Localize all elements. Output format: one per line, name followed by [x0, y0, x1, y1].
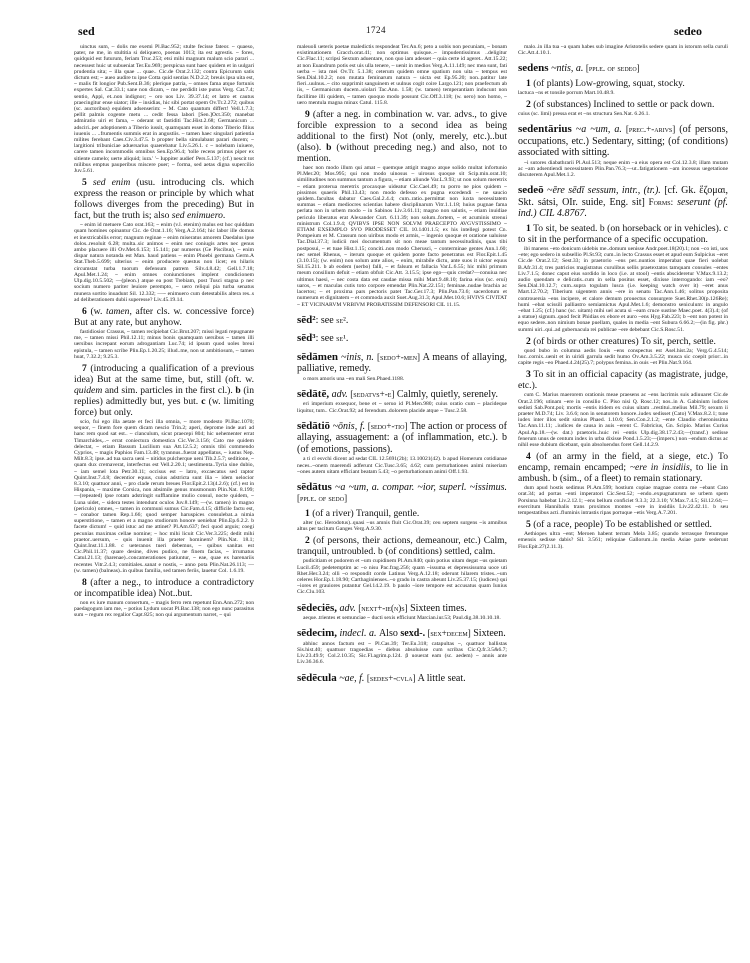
entry-sedeo [518, 185, 728, 549]
headword: sēdātus [297, 480, 332, 493]
sense-number: 6 [82, 305, 87, 317]
sense-number: 3 [526, 369, 531, 381]
sense-number: 2 [305, 535, 310, 547]
citations: dum apud hostis sedimus Pl.Am.599; hostium copiae magnae contra me ~ebant Cato orat.34; ad portas ~enti imperatori Cic.Sest.52; ~endo..expugnaturum se urbem spem Porsinna habebat Liv.2.12.1; ~ens bellum conficiet 9.3.3; 22.3.10; V.Max.7.4.5; Sil.12.64;—exercitum Hannibalis trans proximos montes ~ere in insidiis Liv.22.42.11. b seu tempestatibus acti..fluminis intrastis ripas portuque ~etis Verg.A.7.201. [518, 485, 728, 517]
sense-definition: (of a river) Tranquil, gentle. [309, 507, 420, 519]
sense-definition: To sit in an official capacity (as magistrate, judge, etc.). [518, 369, 728, 392]
sense-definition: (after a neg. in combination w. var. advs., to give forcible expression to a second idea as being additional to the first) Not (only, merely, etc.)..but (also). [297, 109, 507, 154]
right-guide-word: sedeo [674, 24, 702, 38]
entry-sed3 [297, 333, 507, 345]
headword: sēd³ [297, 332, 316, 345]
forms: seserunt (pf. ind.) CIL 4.8767. [518, 196, 728, 220]
citations: non ex iure manum consertum, ~ magis ferro rem repetunt Enn.Ann.272; non paedagogum iam me, ~ potius Lydum uocat Pl.Bac.138; non ego nunc parasitus sum ~ regum rex regalior Capt.825; non qui argumentum narret, ~ qui [74, 600, 254, 619]
also-label: Also [378, 628, 401, 640]
sense-number: 5 [82, 177, 87, 189]
sense-1 [518, 223, 728, 245]
citations: a ti cl esvchi dicent ad sedat CIL 12.5691(2b); 13.10021(42). b apud Homerum cotidianae neces..~onem maerendi adferunt Cic.Tusc.3.65; 4.62; cum perturbationes animi miseriam ~ones autem uitam efficiant beatam 5.43; ~o perturbationum animi Off.1.93. [297, 456, 507, 475]
sense-2 [297, 535, 507, 557]
etymology: [pple. of sedo] [297, 493, 348, 504]
definition: Calmly, quietly, serenely. [394, 388, 498, 400]
etymology: [sedo+-men] [376, 351, 421, 362]
definition: Sixteen. [470, 628, 506, 640]
entry-sedatio [297, 421, 507, 475]
sense-number: 5 [526, 519, 531, 531]
sense-number: 8 [82, 577, 87, 588]
left-guide-word: sed [78, 24, 95, 38]
grammar-info: indecl. a. [337, 628, 379, 640]
sense-1 [297, 508, 507, 519]
citations: maleuoli ueteris poetae maledictis respondeat Ter.An.6; peto a uobis non pecuniam, ~ bonam existimationem Gracch.orat.41; non optimus quisque..~ impudentissimus ..deligitur Cic.Flac.11; scripsi Sextum aduentare, non quo iam adesset ~ quia certe id ageret.. Att.15.22; at non Euandrum potis est uis ulla tenere, ~ uenit in medios Verg.A.11.149; nec mea sunt, fati uerba ~ ista mei Ov.Tr. 5.1.38; ceterum quidem omne spatium non uita ~ tempus est Sen.Dial.10.2.2; non mutata feminarum natura ~ uicta est Ep.95.20; non..patitur late fieri..uulnus..~ cito supprimit sanguinem et uulnus cogit coire Largo.121; non praefectum ab iis, ~ Germanicum ducem..uiolari Tac.Ann. 1.58; (w. tamen) temperantiam inducunt non facillime illi quidem, ~ tamen quoquo modo possunt Cic.Off.3.118; (w. uero) non homo, ~ uero mentula magna minax Catul. 115.8. [297, 44, 507, 106]
sense-4 [518, 451, 728, 484]
sense-number: 1 [526, 77, 531, 89]
headword: sēdeciēs, [297, 601, 338, 614]
sense-definition: (of a race, people) To be established or settled. [530, 519, 712, 531]
entry-sed2 [297, 315, 507, 327]
page-number: 1724 [366, 25, 386, 35]
citations: cum C. Marius maerorem orationis meae praesens ac ~ens lacrimis suis adiuuaret Cic.de Orat.2.196; utinam ~ere in consilio C. Piso nisi Q. Rosc.12; nos..in A. Gabinium iudices sedisti Sab.Pont.poi; mortis ~entis itidem ex cuius uitam ..restitui..melius Mil.79; sexum ii praeter M.D.74; Liv. 3.6.6; non in senatorem honore..iudex sedisset (Cato) V.Max.8.2.1; tune iudex inter illos sedit simius Phaed. 1.10.6; Sen.Con.2.1.2; ~ente Claudio cheronissima Tac.Ann.11.11; ..iudices de causa in auis ~erent C. Fabricius, Gn. Scipio. Marius Curius Apul.Ap.18.—(w. dat.) praetoris..huic rei ~entis Ulp.dig.38.17.2.43;—(transf.) sedisse fenerum unus de centum index in urba dixisse Pond.1.5.23;—(impers.) non ~endum dictus ac nihil esse dubium dicebant, quin absoluendus foret Gell.14.2.9. [518, 392, 728, 448]
etymology: [sedatvs+-e] [350, 388, 395, 399]
entry-sedate [297, 389, 507, 414]
entry-sedecim [297, 628, 507, 665]
definition: A little seat. [415, 672, 466, 684]
sense-definition: (of substances) Inclined to settle or pack down. [530, 99, 715, 111]
running-header [0, 24, 750, 40]
citations: ~ enim id metuere Cato orat.163; ~ enim (v.l. etenim) malus est hoc quiddam quam homines opinantur Cic. de Orat.1.16; Verg.A.2.164; hic labor ille domus et inextricabilis error; magnum reginae ~ enim miseratus amorem Daedalus ipse dolos..resoluit 6.28; multa..sic animos ~ enim nec coniugis artes nec genus ambo placuere illi Ov.Met.6.153; 15.141; par numerus (Ge Piscibus), ~ enim dispar natura notanda est Man. haud patiens ~ enim Phoebi germana Germ.A Stat.Theb.5.699; ulterius ~ enim producere questus non licet; en hilaris circumstat turba tuorum defensum patrem Silv.4.8.42; Gell.1.7.18; Apul.Met.1.24; ~ enim omnes coniunctiones implent condicionem Ulp.dig.10.5.502; —(pleon.) atque ea post Trebiam, post Tusci stagna p nec socium numero pariter leuiore perempto, ~ uero reliqui pia turba senatus munera sortito inuadunt Sil. 12.332; —~ enimuero cum detestabilis altera res..s ad deliberationem dubii superesse? Liv.45.19.14. [74, 222, 254, 303]
etymology: [prec.+-arivs] [625, 124, 676, 135]
entry-sedatus [297, 482, 507, 596]
column-2 [297, 44, 507, 954]
punct: . [222, 210, 226, 222]
citations: ~i sutores diabathrarii Pl.Aul.513; neque enim ~a eius opera est Col.12.3.8; illam mutam ac ~am adsentiendi necessitatem Plin.Pan.76.3;—ut..fatigationem ~am incessus uegetatione discuterem Apul.Met.1.2. [518, 159, 728, 179]
sense-definition: (after a neg., to introduce a contradictory or incompatible idea) Not..but. [74, 577, 254, 599]
grammar-info: ~ntis, a. [548, 63, 586, 75]
cross-ref-link[interactable]: se² [336, 314, 346, 325]
sense-number: 7 [82, 362, 87, 374]
sense-definition: (w. limiting force) but only. [74, 395, 254, 418]
sense-3 [518, 369, 728, 391]
subsense-letter: c [201, 395, 206, 407]
sense-number: 2 [526, 99, 531, 111]
sense-definition: To sit, be seated. b (on horseback or in vehicles). c to sit in the performance of a specific occupation. [518, 222, 728, 245]
entry-sedecies [297, 603, 507, 622]
grammar-info: ~ēre sēdī sessum, intr., (tr.). [543, 185, 665, 197]
etymology: [pple. of sedeo] [585, 63, 640, 74]
punct: . [345, 333, 349, 345]
citations: malo..in illa tua ~a quam habes sub imagine Aristotelis sedere quam in istorum sella curuli Cic.Att.4.10.1. [518, 44, 728, 57]
etymology: [next+-ie(n)s] [358, 602, 408, 613]
sense-number: 1 [526, 222, 531, 234]
column-3 [518, 44, 728, 954]
sense-5 [518, 519, 728, 530]
cross-ref-link[interactable]: se¹ [336, 333, 346, 344]
headword: sēd² [297, 313, 316, 326]
sense-6 [74, 306, 254, 328]
variant-form: sexd-. [400, 628, 426, 640]
sense-number: 9 [305, 109, 310, 121]
sense-definition: (of birds or other creatures) To sit, perch, settle. [530, 335, 716, 347]
sense-phrase: ~ere in insidiis [629, 462, 690, 474]
sense-number: 4 [526, 451, 531, 463]
sense-definition: and sim. particles in the first cl.). [102, 384, 236, 396]
definition: A means of allaying, palliative, remedy. [297, 351, 507, 375]
cross-ref-label: : see [315, 314, 337, 326]
citations: Aethiopes ultra ~ent; Meroen habent terram Mela 3.85; quando terrasque fretumque emensis sedisse dabis? Sil. 3.561; reliquiae Gallorum..in media Asiae parte sederunt Flor.Epit.27(2.11.3). [518, 531, 728, 550]
headword: sedeō [518, 184, 544, 197]
citations: o mors amoris una ~en mali Sen.Phaed.1188. [303, 375, 405, 382]
grammar-info: ~a ~um, a. compar. ~ior, superl. ~issimus. [331, 481, 507, 493]
subsense-letter: b [235, 384, 241, 396]
sense-phrase: sed enimuero [171, 210, 223, 222]
entry-sedamen [297, 352, 507, 382]
headword: sēdātē, [297, 387, 330, 400]
sense-number: 2 [526, 335, 531, 347]
grammar-info: adv. [329, 388, 351, 400]
citations: alter (sc. Herodotus)..quasi ~us amnis fluit Cic.Orat.39; ceu septem surgens ~is amnibus altus per tacitum Ganges Verg.A.9.30. [297, 519, 507, 533]
citations: abhinc annos factum est ~ Pl.Cas.39; Ter.Eu.318; catapultas ~, quattuor ballistas Sis.hist.40; quattuor tragoedias ~ diebus absoluisse cum scribas Cic.Q.fr.3.5&6.7; Liv.23.49.9; Col.2.10.35; Sic.Fl.agrim.p.124. β uouerat eam (sc. aedem) ~ annis ante Liv.36.36.6. [297, 640, 507, 666]
sense-definition: (without preceding neg.) and also, not to mention. [297, 142, 507, 165]
forms-label: Forms: [644, 196, 674, 207]
etymology: [sex+decem] [425, 628, 471, 639]
sense-phrase: tamen [106, 305, 130, 317]
etymology: [cf. Gk. ἕζομαι, Skt. sátsi, OIr. suide, Eng. sit] [518, 185, 728, 208]
headword: sedentārius [518, 123, 572, 136]
grammar-info: adv. [337, 602, 359, 614]
citations: uinctus sum, ~ dolis me exemi Pl.Bac.952; stulte fecisse fateor. ~ quaeso, pater, ne me, in stultitia si deliquero, poenas 1013; ita est agrestis. ~ fores, quidquid est futurum, feriam Truc.253; etsi mihi magnum malum scio parari ... necessest huic ut subueniat Ter.Eu.969; perspicua sunt haec quidem et in uulgari prudentia sita; ~ illa quae ... quae.. Cic.de Orat.2.132; contra Epicurum satis dictum est; ~ aueo audire tu ipse Cotta quid sentias N.D.2.2; breuis ipsa uita est, ~ malis fit longior Pub.Sent.B.36; plerique patria, ~ omnes fama atque fortunis expertes Sal. Cat.33.1; sane non dicam, ~ me perdidit iste putus Verg. Cat.7.4; sentio, Appi, et..non indignor; ~ oro uos Liv. 39.37.14; et latro et cautus praecingitur ense uiator; ille ~ insidias, hic sibi portat opem Ov.Tr.2.272; quibus (sc. auctoribus) equidem adsenserim: ~ M. Cato quantum differt! Vell.1.7.3; pellit palmis cogente metu ... cedit fessa labori [Sen.]Oct.350; manebat admiratio uiri et fama, ~ oderant ut fastiditi Tac.Hist.2.68; Germanicum ... adsciri..per adoptionem a Tiberio iussit, quamquam esset in domo Tiberio filius iuuenis ... ..frumentis summis erat in angustiis. ~ tamen haec singulari patientia milites ferebant Caes.Civ.3.47.5. b propter bella simulabant parari ducem; ~ largitioni tribuniciae aduersarius quaerebatur Liv.5.26.1. c ~ nolebam iuiuere, carere tamen incommodis omnibus Sen.Ep.96.4; 'tolle recens primus piper ex sitiente camelo; uerte aliquid; iura.' '~ Iuppiter audiet' Pers.5.137; (cf.) nescit tot milibus emptus pauperibus miscere puer; ~ forma, sed aetas digna supercilio Juv.5.61. [74, 44, 254, 175]
sense-definition: (in replies) admittedly but, yes but. [74, 384, 254, 407]
citations: lactuca ~ns et tonsile porrum Mart.10.48.9. [518, 89, 615, 96]
sense-definition: (usu. introducing cls. which express the reason or principle by which what follows diverges from the preceding) But in fact, but the truth is; also [74, 177, 254, 222]
grammar-info: ~inis, n. [337, 351, 377, 363]
definition: The action or process of allaying, assuagement: a (of inflammation, etc.). b (of emotions, passions). [297, 420, 507, 455]
etymology: [sedo+-tio] [367, 420, 408, 431]
entry-sedecula [297, 673, 507, 685]
etymology: [sedes+-cvla] [366, 672, 416, 683]
grammar-info: ~ae, f. [336, 672, 367, 684]
grammar-info: ~a ~um, a. [571, 124, 626, 136]
sense-definition: (w. [86, 305, 107, 317]
citations: ibi manens ~eto donicum uidebis me..domum uenisse Andr.poet.18(20).1; non ~co isti, uos ~ete; ego sedero in subsellio Pl.St.93; cum..in lecto Crassus esset et apud eum Sulpicius ~eret Cic.de Orat.2.12; Sest.33; in praetorio ~ens per..nuntios imperabat quae fieri uolebat B.Afr.31.4; tres patricios magistratus curulibus sellis praetextatos tamquam consules ~entes Liv.7.1.5; donec caput eius sordido in loco (i.e. at stool) ~entis abscideretur V.Max.9.13.2; audio quendam e delicatis..cum in sella positus esset, dixisse interrogando: iam ~eo? Sen.Dial.10.12.7; cum..supra togulam lusca (i.e. keeping watch over it) ~eret anus Mart.12.70.2; Tiberium uigentem annis ~ere in senatu Tac.Ann.1.46; solitus proposita controuersia ~ens incipere, et calore demum prouectus consurgere Suet.Rhet.30(p.126Re); humi ~ebat scissili palliastro semiamictus Apul.Met.1.6; demonstro seniculum: in angulo ~ebat 1.25; (cf.) hanc (sc. uitam) mihi uel acuta si ~eam cruce sustine Maec.poet. 4(3).4; (of a statue) signum..quod fecit Phidias ex ebore et auro ~ens Hyg.Fab.223; b ~ent non potest in equo sedere..non nimium bonae puellam, quales in media ~ent Subura 6.66.2;—(in fig. phr.) summi uiri..qui..ad gubernacula rei publicae ~ere debebant Cic.S.Rosc.51. [518, 245, 728, 333]
sense-phrase: sed enim [92, 177, 131, 189]
sense-7 [74, 363, 254, 418]
sense-definition: (of an army in the field, at a siege, etc.) To encamp, remain encamped; [518, 451, 728, 474]
headword: sēdātiō [297, 419, 330, 432]
cross-ref-label: : see [315, 333, 337, 345]
definition: Sixteen times. [407, 602, 467, 614]
grammar-info: ~ōnis, f. [330, 420, 368, 432]
sense-8 [74, 577, 254, 599]
definition: (of persons, occupations, etc.) Sedentary, sitting; (of conditions) associated with sitting. [518, 124, 728, 159]
citations: fastidiosior Crassus, ~ tamen recipiebat Cic.Brut.207; missi legati repugnante me, ~ tamen missi Phil.12.11; minus bonis quamquam uersibus ~ tamen illi uersibus increpant eorum adrogantiam Luc.74; id ipsum quod uoles breui epistula, ~ tamen scribe Plin.Ep.1.20.25; illud..me, non ut ambitiosum, ~ tamen huat, 7.32.2; 9.25.3. [74, 328, 254, 360]
sense-definition: , after cls. w. concessive force) But at any rate, but anyhow. [74, 305, 254, 328]
subsense-letter: b [326, 142, 332, 154]
citations: cuius (sc. limi) pressa erat et ~ns structura Sen.Nat. 6.26.1. [518, 111, 650, 118]
punct: . [345, 314, 349, 326]
sense-definition: (of persons, their actions, demeanour, etc.) Calm, tranquil, untroubled. b (of conditions) settled, calm. [297, 535, 507, 558]
citations: aeque..trientes et semunciae ~ ducti sexis efficiunt Marcian.iur.53; Paul.dig.38.10.10.18. [303, 615, 501, 622]
sense-number: 1 [305, 507, 310, 519]
entry-sedens [518, 63, 728, 117]
citations: haec non modo illum qui amat ~ quemque attigit magno atque solido multat infortunio Pl.Mer.20; Mos.995; qui non modo uinosus ~ uirosus quoque sit Scip.min.orat.10; similitudines non summus tantum a figura, ~ etiam aliunde Var.L.9.93; ut non solum meretrix ~ etiam proterua meretrix procaxque uideatur Cic.Cael.49; tu porro ne pios quidem ~ pissimos quaeris Phil.13.43; non modo defesso ex pugna excedendi ~ ne saucio quidem..facultas dabatur Caes.Gal.2.4.4; cum..ratio..permittat non iuxta necessitatem summas ~ etiam mediocres scientias habere disciplinarum Vitr.1.1.18; huius pugnae fama perlata non in urbem modo ~ in Sabinos Liv.3.61.11; magno non salutis, ~ etiam inuidiae periculo liberatus erat Alexander Curt. 6.11.39; non solum..fortem, ~ et acuminis strenui ministrum Col.1.9.4; QVIBVS IPSE NON SOLVM PRAECEPTO AVGVSTISSIMO ~ ETIAM EXSEMPLO SVO PRODESSET CIL 10.1401.1.5; ex his intellegi potest Cn. Pompeium et M. Crassum non uiribus modo et armis, ~ ingenio quoque et oratione ualuisse Tac.Dial.37.3; iudicii mei documentum sit non meae tantum necessitudinis, quas tibi postposui, ~ et tuae Hist.1.15; conciti..non modo Cherusci, ~ conterminae gentes Ann.1.60; nec semel Rhenus, ~ iterum quoque et quidem ponte facto penetratus est Flor.Epit.1.45 (3.10.15); (w. enim) non solum ante alios, ~ enim, mirabile dictu, ante suos it uictor equus Sil.15.211. b ab eodem (uerbo) falli, ~ et falsum et fallacia Var.L.6.55; hic mihi primum meum consilium defuit ~ etiam obfuit Cic.Att. 3.15.5; ipse ego—quis credat?—conuiua nec ultimus haesi, ~ nec costa data est caudae missa mihi Mart.9.48.10; farina eius (sc. erui) uaros, ~ et maculas cutis toto corpore emendat Plin.Nat.22.151; feminae..nudae brachia ac lacertos; ~ et proxima pars pectoris patet Tac.Ger.17.3; Plin.Pan.73.6; sacerdotum et numerum et dignitatem ~ et commoda auxit Suet.Aug.31.3; Apul.Met.10.6; HVIVS CIVITAT ~ ET VICINARVM VRBIVM PROBATISSIM DEFENSORI CIL 11.15. [297, 165, 507, 308]
headword: sēdecim, [297, 627, 338, 640]
headword: sēdāmen [297, 350, 338, 363]
sense-5 [74, 177, 254, 221]
sense-definition: , to lie in ambush. b (sim., of a fleet) to remain stationary. [518, 462, 728, 485]
headword: sēdēcula [297, 671, 337, 684]
column-1 [74, 44, 254, 954]
citations: scio, fui ego illa aetate et feci illa omnia, ~ more modesto Pl.Bac.1070; sequor, ~ finem fore quem dicam nescio Trin.2; aperi, deprome inde auri ad hanc rem quod sat est.. ~ clanculum, sicut praecepi 804; hic uehementer errat Timarchides,..~ errat coniectura domestica Cic.Ver.3.156; Cato me quidem delectat, ~ etiam Bassum Lucilium sua Att.12.5.2; omnis tibi commendo Cyprios, ~ magis Paphios Fam.13.48; tyrannus..fuerat appellatus, ~ iustus Nep. Milt.8.3; ipse..ad tua sacra ueni ~ nitidus pulcherque ueni Tib.2.5.7; seditione, ~ quam dux cremaverat, interfectus est Vell.2.20.1; uestimenta..Tyria sine dubio, ~ iam semel lota Petr.30.11; occisus est ~ latro, excaecatus sed raptor Quint.Inst.7.4.8; decentior equus, cuius adstricta sunt ilia ~ idem uelocior 8.3.10; quattuor anni, ~ pro clade rerum breues Flor.Epit.2.13(4.2.6); (cf.) est in Hispania, ~ maxime Corsica, non absimile genus musmonum Plin.Nat. 8.199; —(repeated) ipse rotam adstringit sufflamine mulio consul, nocte quidem, ~ Luna uidet, ~ sidera testes intendunt oculos Juv.8.149; —(w. tamen) in magno (periculo) omnes, ~ tamen in communi sumus Cic.Fam.4.15; difficile factu est, ~ conabor tamen Rep.1.66; quod semper haruspices consulebat..a nimia superstitione, ~ tamen et a magno studiorum honore ueniebat Plin.Ep.6.2.2. b facete dictum! ~ quid istuc ad me attinet? Pl.Am.637; feci quod arguis; coegi pecunias maximas cellae nomine; ~ hoc mihi licuit Cic.Ver.3.225; dedit mihi praetor..uersum, ~ quis inuenit illa praeter hominem? Plin.Nat. 18.1; Quint.Inst.11.1.88. c ueteranos tueri debemus, ~ quibus sanitas est Cic.Phil.11.37; quare desine, dives pudico, ne finem facias, ~ irrumatus Catul.21.13; (harenae)..concamerationes patiuntur, ~ eae, quae ex harenariis recentes Vitr.2.4.3; comitiales..sanat e nostis, ~ anno pota Plin.Nat.26.113; —(w. tamen) (balneas)..in quibus familia, sed tamen feriis, lauetur Col. 1.6.19. [74, 418, 254, 574]
sense-1 [518, 78, 728, 89]
sense-definition: (introducing a qualification of a previous idea) But at the same time, but, still (oft. w. [74, 362, 254, 385]
headword: sedens [518, 62, 549, 75]
citations: eri imperium exsequor, bene et ~ seruo id Pl.Men.980; cuius oratio cum ~ placideque liquitur, tum.. Cic.Orat.92; ad ferendum..dolorem placide atque ~ Tusc.2.58. [297, 401, 507, 414]
citations: quod bubo in columna aedis Iouis ~ens conspectus est Asel.hist.2a; Verg.G.4.514; huc..cornix..uenit et in uiridi garrula sedit humo Ov.Am.3.5.22; musca sic coepit prior:..in capite regis ~eo Phaed.4.24(25).7; polypus femina..in ouis ~et Plin.Nat.9.164. [518, 347, 728, 367]
sense-phrase: quidem [74, 384, 103, 396]
citations: pudicitiam et pudorem et ~um cupidinem Pl.Am.840; quin potius uitam degat ~us quietam Lucil.459; pedetemptim ac ~o nisu Pac.frag.256; quam ~issuma et depressissuma uoce uti Rhet.Her.3.24; olli ~o respondit corde Latinus Verg.A.12.18; oderunt hilarem tristes..~um celeres Hor.Ep.1.18.90; Carthaginienses..~o gradu in castra abeunt Liv.25.37.15; (iudices) qui ~iores et grauiores putantur Gel.14.2.19. b paulo ~iore tempore est accusatus quam Iunius Cic.Clu.103. [297, 558, 507, 596]
sense-2 [518, 336, 728, 347]
sense-2 [518, 99, 728, 110]
sense-definition: (of plants) Low-growing, squat, stocky. [530, 77, 685, 89]
sense-9 [297, 109, 507, 164]
entry-sedentarius [518, 124, 728, 178]
